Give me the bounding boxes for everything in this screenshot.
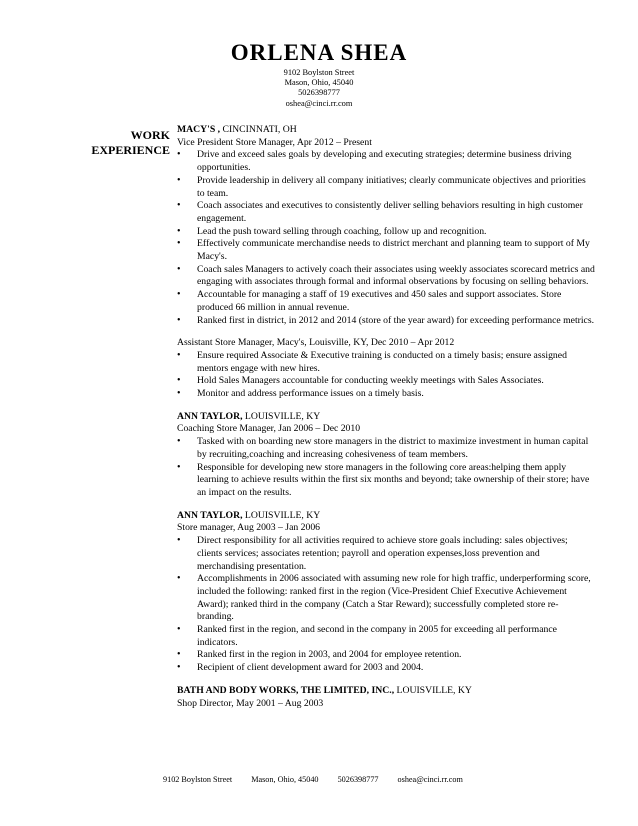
job-role — [177, 698, 595, 711]
bullet-item: • Drive and exceed sales goals by developing and executing strategies; determine business driving opportunities. — [177, 149, 595, 174]
job-bullets — [177, 436, 595, 500]
job-employer-name: MACY'S , — [177, 124, 221, 135]
bullet-item: • Recipient of client development award for 2003 and 2004. — [177, 662, 595, 675]
job-bullets — [177, 535, 595, 675]
job-employer — [177, 124, 595, 137]
section-label-line2: EXPERIENCE — [91, 143, 170, 157]
footer-phone: 5026398777 — [337, 775, 379, 784]
job-role — [177, 337, 595, 401]
job-title: Shop Director, May 2001 – Aug 2003 — [177, 697, 324, 709]
page-footer — [163, 775, 480, 784]
contact-email: oshea@cinci.rr.com — [285, 98, 353, 108]
job-title: Vice President Store Manager, Apr 2012 – Present — [177, 136, 372, 148]
bullet-item: • Provide leadership in delivery all company initiatives; clearly communicate objectives and priorities to team. — [177, 175, 595, 200]
footer-address: 9102 Boylston Street — [163, 775, 233, 784]
job-title: Coaching Store Manager, Jan 2006 – Dec 2010 — [177, 423, 361, 435]
bullet-item: • Accomplishments in 2006 associated with assuming new role for high traffic, underperforming score, included the following: ranked first in the region (Vice-President Chief Executive Achievement Award); ranked third in the company (Catch a Star Reward); successfully completed store re-branding. — [177, 573, 595, 624]
job-employer-name: ANN TAYLOR, — [177, 509, 243, 521]
section-label-line1: WORK — [130, 128, 170, 142]
job-employer-location: LOUISVILLE, KY — [394, 684, 472, 696]
bullet-item: • Monitor and address performance issues on a timely basis. — [177, 388, 595, 401]
section-label-work-experience — [58, 128, 170, 158]
footer-city: Mason, Ohio, 45040 — [251, 775, 319, 784]
contact-city: Mason, Ohio, 45040 — [284, 78, 354, 88]
job-employer-location: CINCINNATI, OH — [220, 124, 297, 135]
job-bullets — [177, 350, 595, 401]
bullet-item: • Accountable for managing a staff of 19 executives and 450 sales and support associates. Store produced 66 million in annual revenue. — [177, 289, 595, 314]
bullet-item: • Coach sales Managers to actively coach their associates using weekly associates scorecard metrics and engaging with associates through formal and informal observations by focusing on selling behaviors. — [177, 264, 595, 289]
resume-name: ORLENA SHEA — [230, 40, 408, 65]
bullet-item: • Direct responsibility for all activities required to achieve store goals including: sales objectives; clients services; associates retention; payroll and operation expenses,loss prevention and merchandising presentation. — [177, 535, 595, 573]
job-bullets — [177, 149, 595, 327]
job-employer-name: BATH AND BODY WORKS, THE LIMITED, INC., — [177, 684, 395, 696]
footer-email: oshea@cinci.rr.com — [397, 775, 463, 784]
contact-address: 9102 Boylston Street — [283, 68, 355, 77]
job-role — [177, 522, 595, 674]
bullet-item: • Responsible for developing new store managers in the following core areas:helping them apply learning to achieve results within the first six months and beyond; take ownership of their store; have an impact on the results. — [177, 462, 595, 500]
job-employer — [177, 685, 595, 698]
job-entry — [177, 411, 595, 500]
job-employer — [177, 510, 595, 523]
bullet-item: • Effectively communicate merchandise needs to district merchant and planning team to support of My Macy's. — [177, 238, 595, 263]
job-title: Assistant Store Manager, Macy's, Louisville, KY, Dec 2010 – Apr 2012 — [177, 337, 455, 349]
job-employer-location: LOUISVILLE, KY — [242, 410, 321, 422]
bullet-item: • Ranked first in the region in 2003, and 2004 for employee retention. — [177, 649, 595, 662]
contact-block — [0, 68, 638, 109]
bullet-item: • Lead the push toward selling through coaching, follow up and recognition. — [177, 226, 595, 239]
work-experience-content — [177, 124, 595, 710]
job-role — [177, 423, 595, 499]
job-entry — [177, 510, 595, 675]
bullet-item: • Ranked first in the region, and second in the company in 2005 for exceeding all performance indicators. — [177, 624, 595, 649]
job-title: Store manager, Aug 2003 – Jan 2006 — [177, 522, 321, 534]
bullet-item: • Coach associates and executives to consistently deliver selling behaviors resulting in high customer engagement. — [177, 200, 595, 225]
job-entry — [177, 685, 595, 710]
job-employer — [177, 411, 595, 424]
job-entry — [177, 124, 595, 401]
bullet-item: • Hold Sales Managers accountable for conducting weekly meetings with Sales Associates. — [177, 375, 595, 388]
job-employer-name: ANN TAYLOR, — [177, 410, 243, 422]
job-employer-location: LOUISVILLE, KY — [242, 509, 321, 521]
bullet-item: • Tasked with on boarding new store managers in the district to maximize investment in human capital by recruiting,coaching and increasing cohesiveness of team members. — [177, 436, 595, 461]
bullet-item: • Ensure required Associate & Executive training is conducted on a timely basis; ensure assigned mentors engage with new hires. — [177, 350, 595, 375]
bullet-item: • Ranked first in district, in 2012 and 2014 (store of the year award) for exceeding performance metrics. — [177, 315, 595, 328]
job-role — [177, 137, 595, 328]
contact-phone: 5026398777 — [298, 88, 340, 98]
